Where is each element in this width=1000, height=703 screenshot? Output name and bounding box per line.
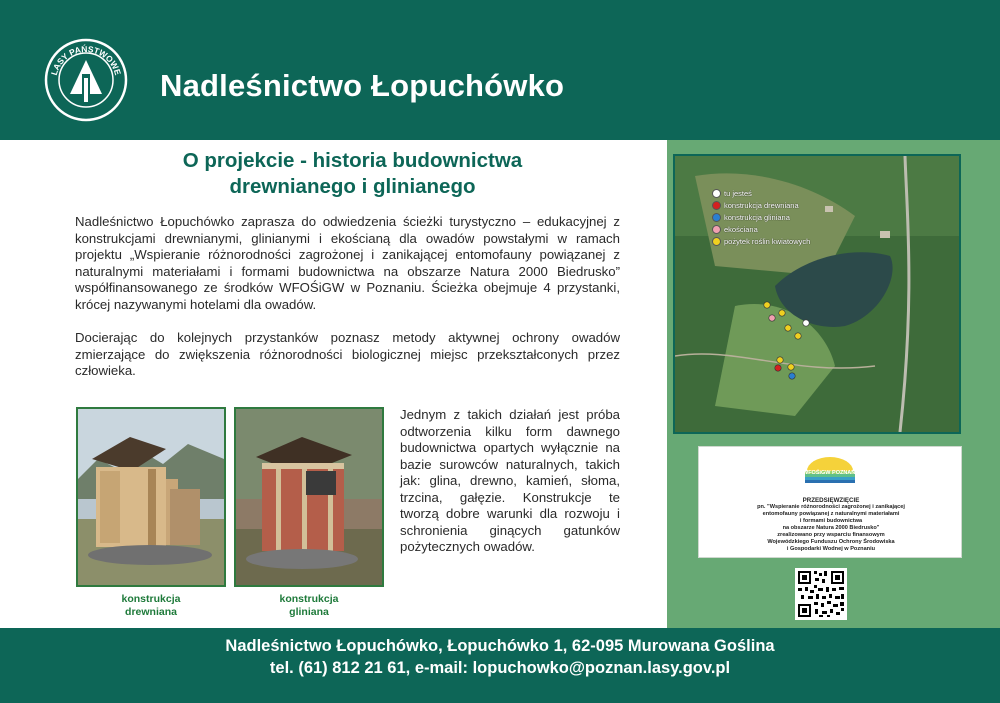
legend-item (712, 200, 810, 211)
sponsor-text (709, 497, 953, 553)
caption-line: konstrukcja (121, 593, 181, 605)
sponsor-heading: PRZEDSIĘWZIĘCIE (802, 497, 860, 504)
marker-icon (769, 315, 775, 321)
marker-icon (795, 333, 801, 339)
marker-icon (789, 373, 795, 379)
marker-icon (777, 357, 783, 363)
photo-caption-wooden (76, 593, 226, 619)
marker-icon (775, 365, 781, 371)
sponsor-line: pn. "Wspieranie różnorodności zagrożonej i zanikającej (757, 504, 905, 510)
methods-paragraph: Docierając do kolejnych przystanków poznasz metody aktywnej ochrony owadów zmierzające do zwiększenia różnorodności biologicznej miejsc przekształconych przez człowieka. (75, 330, 620, 378)
marker-icon (785, 325, 791, 331)
legend-label: ekościana (724, 225, 758, 234)
legend-dot-icon (712, 189, 721, 198)
legend-label: tu jesteś (724, 189, 752, 198)
legend-item (712, 188, 810, 199)
photo-clay-construction (234, 407, 384, 587)
lasy-panstwowe-logo (44, 38, 128, 122)
photo-caption-clay (234, 593, 384, 619)
caption-line: gliniana (289, 606, 329, 618)
section-title-line1: O projekcie - historia budownictwa (182, 149, 523, 172)
construction-paragraph: Jednym z takich działań jest próba odtworzenia kilku form dawnego budownictwa opartych wyłącznie na bazie surowców naturalnych, takich jak: glina, drewno, kamień, słoma, trzcina, gałęzie. Konstrukcje te tworzą dobre warunki dla rozwoju i schronienia ginących gatunków pożytecznych owadów. (400, 407, 620, 554)
legend-dot-icon (712, 213, 721, 222)
sponsor-line: zrealizowano przy wsparciu finansowym (777, 532, 885, 538)
legend-dot-icon (712, 201, 721, 210)
sponsor-box (698, 446, 962, 558)
marker-icon (779, 310, 785, 316)
marker-icon (788, 364, 794, 370)
caption-line: konstrukcja (279, 593, 339, 605)
legend-item (712, 236, 810, 247)
intro-paragraph: Nadleśnictwo Łopuchówko zaprasza do odwiedzenia ścieżki turystyczno – edukacyjnej z konstrukcjami drewnianymi, glinianymi i ekościaną dla owadów powstałymi w ramach projektu „Wspieranie różnorodności zagrożonej i zanikającej entomofauny powiązanej z naturalnymi materiałami i formami budownictwa na obszarze Natura 2000 Biedrusko” współfinansowanego ze środków WFOŚiGW w Poznaniu. Ścieżka obejmuje 4 przystanki, krócej nazywanymi hotelami dla owadów. (75, 214, 620, 312)
section-title-line2: drewnianego i glinianego (229, 175, 476, 198)
map-legend (712, 188, 810, 248)
section-title (75, 148, 630, 200)
sponsor-line: Wojewódzkiego Funduszu Ochrony Środowiska (767, 539, 895, 545)
marker-icon (803, 320, 809, 326)
sponsor-line: na obszarze Natura 2000 Biedrusko" (782, 525, 880, 531)
legend-dot-icon (712, 237, 721, 246)
footer-address: Nadleśnictwo Łopuchówko, Łopuchówko 1, 62-095 Murowana Goślina (225, 637, 775, 655)
sponsor-line: i Gospodarki Wodnej w Poznaniu (786, 546, 876, 552)
map-markers (760, 298, 820, 382)
legend-dot-icon (712, 225, 721, 234)
qr-code[interactable] (795, 568, 847, 620)
logo-text: LASY PAŃSTWOWE (48, 43, 124, 77)
sponsor-line: i formami budownictwa (799, 518, 863, 524)
photo-wooden-construction (76, 407, 226, 587)
marker-icon (764, 302, 770, 308)
caption-line: drewniana (125, 606, 177, 618)
legend-label: konstrukcja drewniana (724, 201, 799, 210)
legend-item (712, 224, 810, 235)
legend-label: pożytek roślin kwiatowych (724, 237, 811, 246)
footer-contact: tel. (61) 812 21 61, e-mail: lopuchowko@poznan.lasy.gov.pl (269, 659, 731, 677)
legend-item (712, 212, 810, 223)
sponsor-line: entomofauny powiązanej z naturalnymi materiałami (762, 511, 900, 517)
sponsor-brand: WFOŚiGW POZNAŃ (803, 470, 856, 476)
legend-label: konstrukcja gliniana (724, 213, 790, 222)
page-title: Nadleśnictwo Łopuchówko (160, 68, 565, 103)
